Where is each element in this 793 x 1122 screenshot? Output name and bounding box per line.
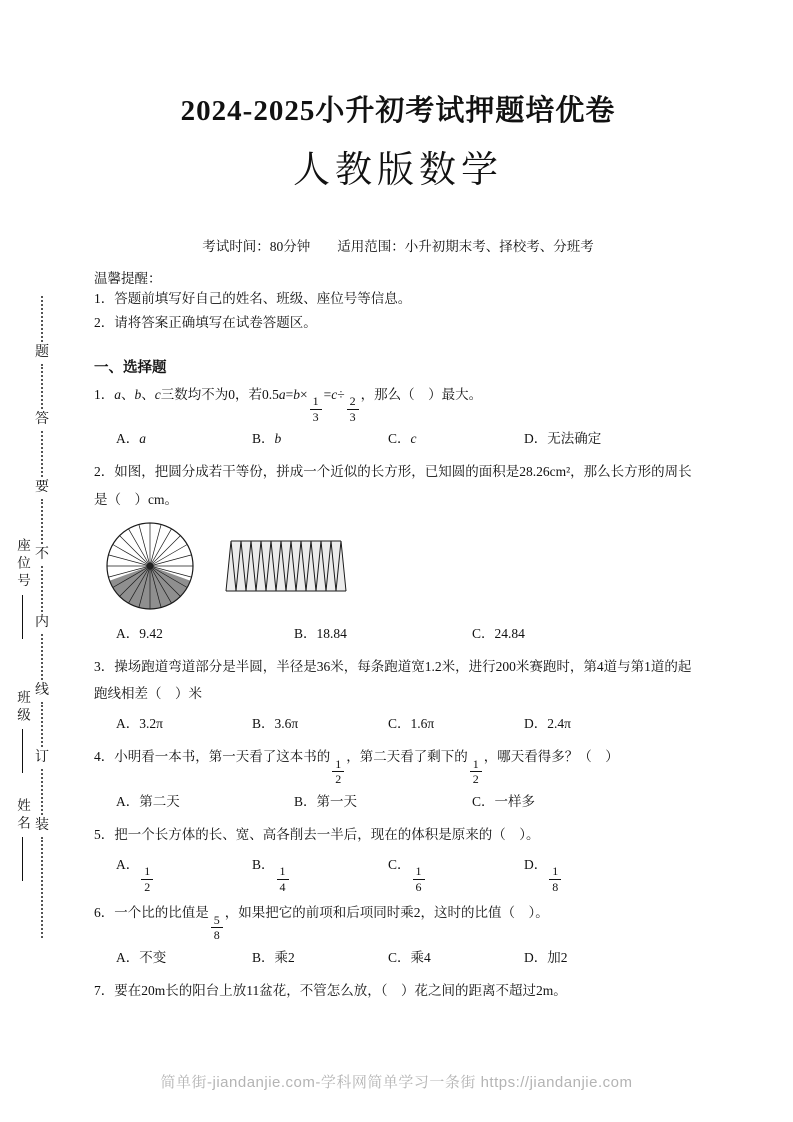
option-b: B．第一天 (294, 793, 358, 809)
option-d: D．加2 (524, 950, 568, 966)
circle-sectors-figure (104, 520, 196, 612)
question-options (94, 788, 702, 815)
notice-list (94, 287, 702, 336)
option-d: D．2.4π (524, 716, 571, 732)
option-a: A． $\frac{1}{2}$ (116, 851, 252, 894)
exam-info: 考试时间：80分钟 适用范围：小升初期末考、择校考、分班考 (202, 239, 594, 254)
option-a: A．第二天 (116, 793, 180, 809)
notice-line-1: 1．答题前填写好自己的姓名、班级、座位号等信息。 (94, 291, 412, 306)
binding-line (33, 296, 51, 938)
fraction: $\frac{1}{2}$ (141, 865, 153, 893)
option-c: C．一样多 (472, 793, 536, 809)
binding-char: 要 (35, 479, 49, 495)
question-options (94, 944, 702, 971)
question-text: 6．一个比的比值是 $\frac{5}{8}$ ，如果把它的前项和后项同时乘2，这时的比值（ ）。 (94, 905, 549, 943)
field-blank-line (22, 595, 23, 639)
fraction: $\frac{1}{2}$ (332, 758, 344, 786)
binding-char: 内 (35, 614, 49, 630)
option-a: A．a (116, 431, 146, 447)
binding-dotted-segment (41, 769, 43, 815)
question-list (94, 381, 702, 1005)
option-c: C． $\frac{1}{6}$ (388, 851, 524, 894)
option-a: A．不变 (116, 950, 167, 966)
binding-dotted-segment (41, 634, 43, 680)
exam-title: 2024-2025小升初考试押题培优卷 (180, 95, 616, 127)
question-text: 1．a、b、c三数均不为0，若0.5a=b× $\frac{1}{3}$ =c÷ $\frac{2}{3}$ ，那么（ ）最大。 (94, 386, 483, 424)
binding-char: 不 (35, 547, 49, 563)
option-c: C．乘4 (388, 950, 431, 966)
field-label: 座位号 (15, 538, 30, 591)
question-options (94, 425, 702, 452)
rectangle-sectors-figure (222, 537, 350, 595)
fraction: $\frac{1}{4}$ (277, 865, 289, 893)
binding-char: 线 (35, 682, 49, 698)
option-c: C．c (388, 431, 417, 447)
binding-dotted-segment (41, 296, 43, 342)
binding-margin (0, 0, 70, 1122)
field-blank-line (22, 837, 23, 881)
question-6 (94, 899, 702, 971)
fraction: $\frac{2}{3}$ (347, 395, 359, 423)
fraction: $\frac{1}{6}$ (413, 865, 425, 893)
option-c: C．1.6π (388, 716, 435, 732)
fraction: $\frac{5}{8}$ (211, 914, 223, 942)
question-text: 4．小明看一本书，第一天看了这本书的 $\frac{1}{2}$ ，第二天看了剩下的 $\frac{1}{2}$ ，哪天看得多？（ ） (94, 749, 619, 787)
option-b: B． $\frac{1}{4}$ (252, 851, 388, 894)
question-2 (94, 458, 702, 646)
binding-char: 订 (35, 750, 49, 766)
option-b: B．乘2 (252, 950, 295, 966)
binding-char: 装 (35, 817, 49, 833)
question-text: 5．把一个长方体的长、宽、高各削去一半后，现在的体积是原来的（ ）。 (94, 826, 540, 842)
question-options (94, 620, 702, 647)
field-label: 姓名 (15, 798, 30, 833)
notice-line-2: 2．请将答案正确填写在试卷答题区。 (94, 315, 317, 331)
fraction: $\frac{1}{2}$ (470, 758, 482, 786)
field-label: 班级 (15, 690, 30, 725)
question-options (94, 710, 702, 737)
binding-dotted-segment (41, 364, 43, 410)
question-4 (94, 743, 702, 815)
option-b: B．3.6π (252, 716, 299, 732)
option-a: A．9.42 (116, 625, 163, 641)
section-title: 一、选择题 (94, 359, 167, 376)
option-a: A．3.2π (116, 716, 163, 732)
field-blank-line (22, 729, 23, 773)
question-figure (104, 520, 702, 612)
question-7 (94, 977, 702, 1005)
question-text: 2．如图，把圆分成若干等份，拼成一个近似的长方形，已知圆的面积是28.26cm²，那么长方形的周长是（ ）cm。 (94, 464, 692, 508)
question-1 (94, 381, 702, 453)
option-b: B．b (252, 431, 282, 447)
binding-dotted-segment (41, 499, 43, 545)
question-text: 3．操场跑道弯道部分是半圆，半径是36米，每条跑道宽1.2米，进行200米赛跑时，第4道与第1道的起跑线相差（ ）米 (94, 658, 692, 702)
seat-number-field (12, 538, 32, 639)
option-c: C．24.84 (472, 625, 525, 641)
class-field (12, 690, 32, 773)
fraction: $\frac{1}{8}$ (549, 865, 561, 893)
notice-title: 温馨提醒： (94, 271, 162, 286)
binding-char: 答 (35, 412, 49, 428)
footer-watermark: 简单街-jiandanjie.com-学科网简单学习一条街 https://jiandanjie.com (160, 1074, 633, 1091)
option-b: B．18.84 (294, 625, 347, 641)
binding-dotted-segment (41, 837, 43, 938)
exam-subtitle: 人教版数学 (293, 150, 503, 191)
question-5 (94, 821, 702, 893)
option-d: D．无法确定 (524, 431, 602, 447)
binding-char: 题 (35, 344, 49, 360)
binding-dotted-segment (41, 431, 43, 477)
question-text: 7．要在20m长的阳台上放11盆花，不管怎么放，（ ）花之间的距离不超过2m。 (94, 983, 567, 999)
binding-dotted-segment (41, 566, 43, 612)
question-3 (94, 653, 702, 737)
name-field (12, 798, 32, 881)
question-options (94, 851, 702, 894)
fraction: $\frac{1}{3}$ (310, 395, 322, 423)
exam-content (94, 88, 702, 1005)
binding-dotted-segment (41, 702, 43, 748)
option-d: D． $\frac{1}{8}$ (524, 851, 563, 894)
